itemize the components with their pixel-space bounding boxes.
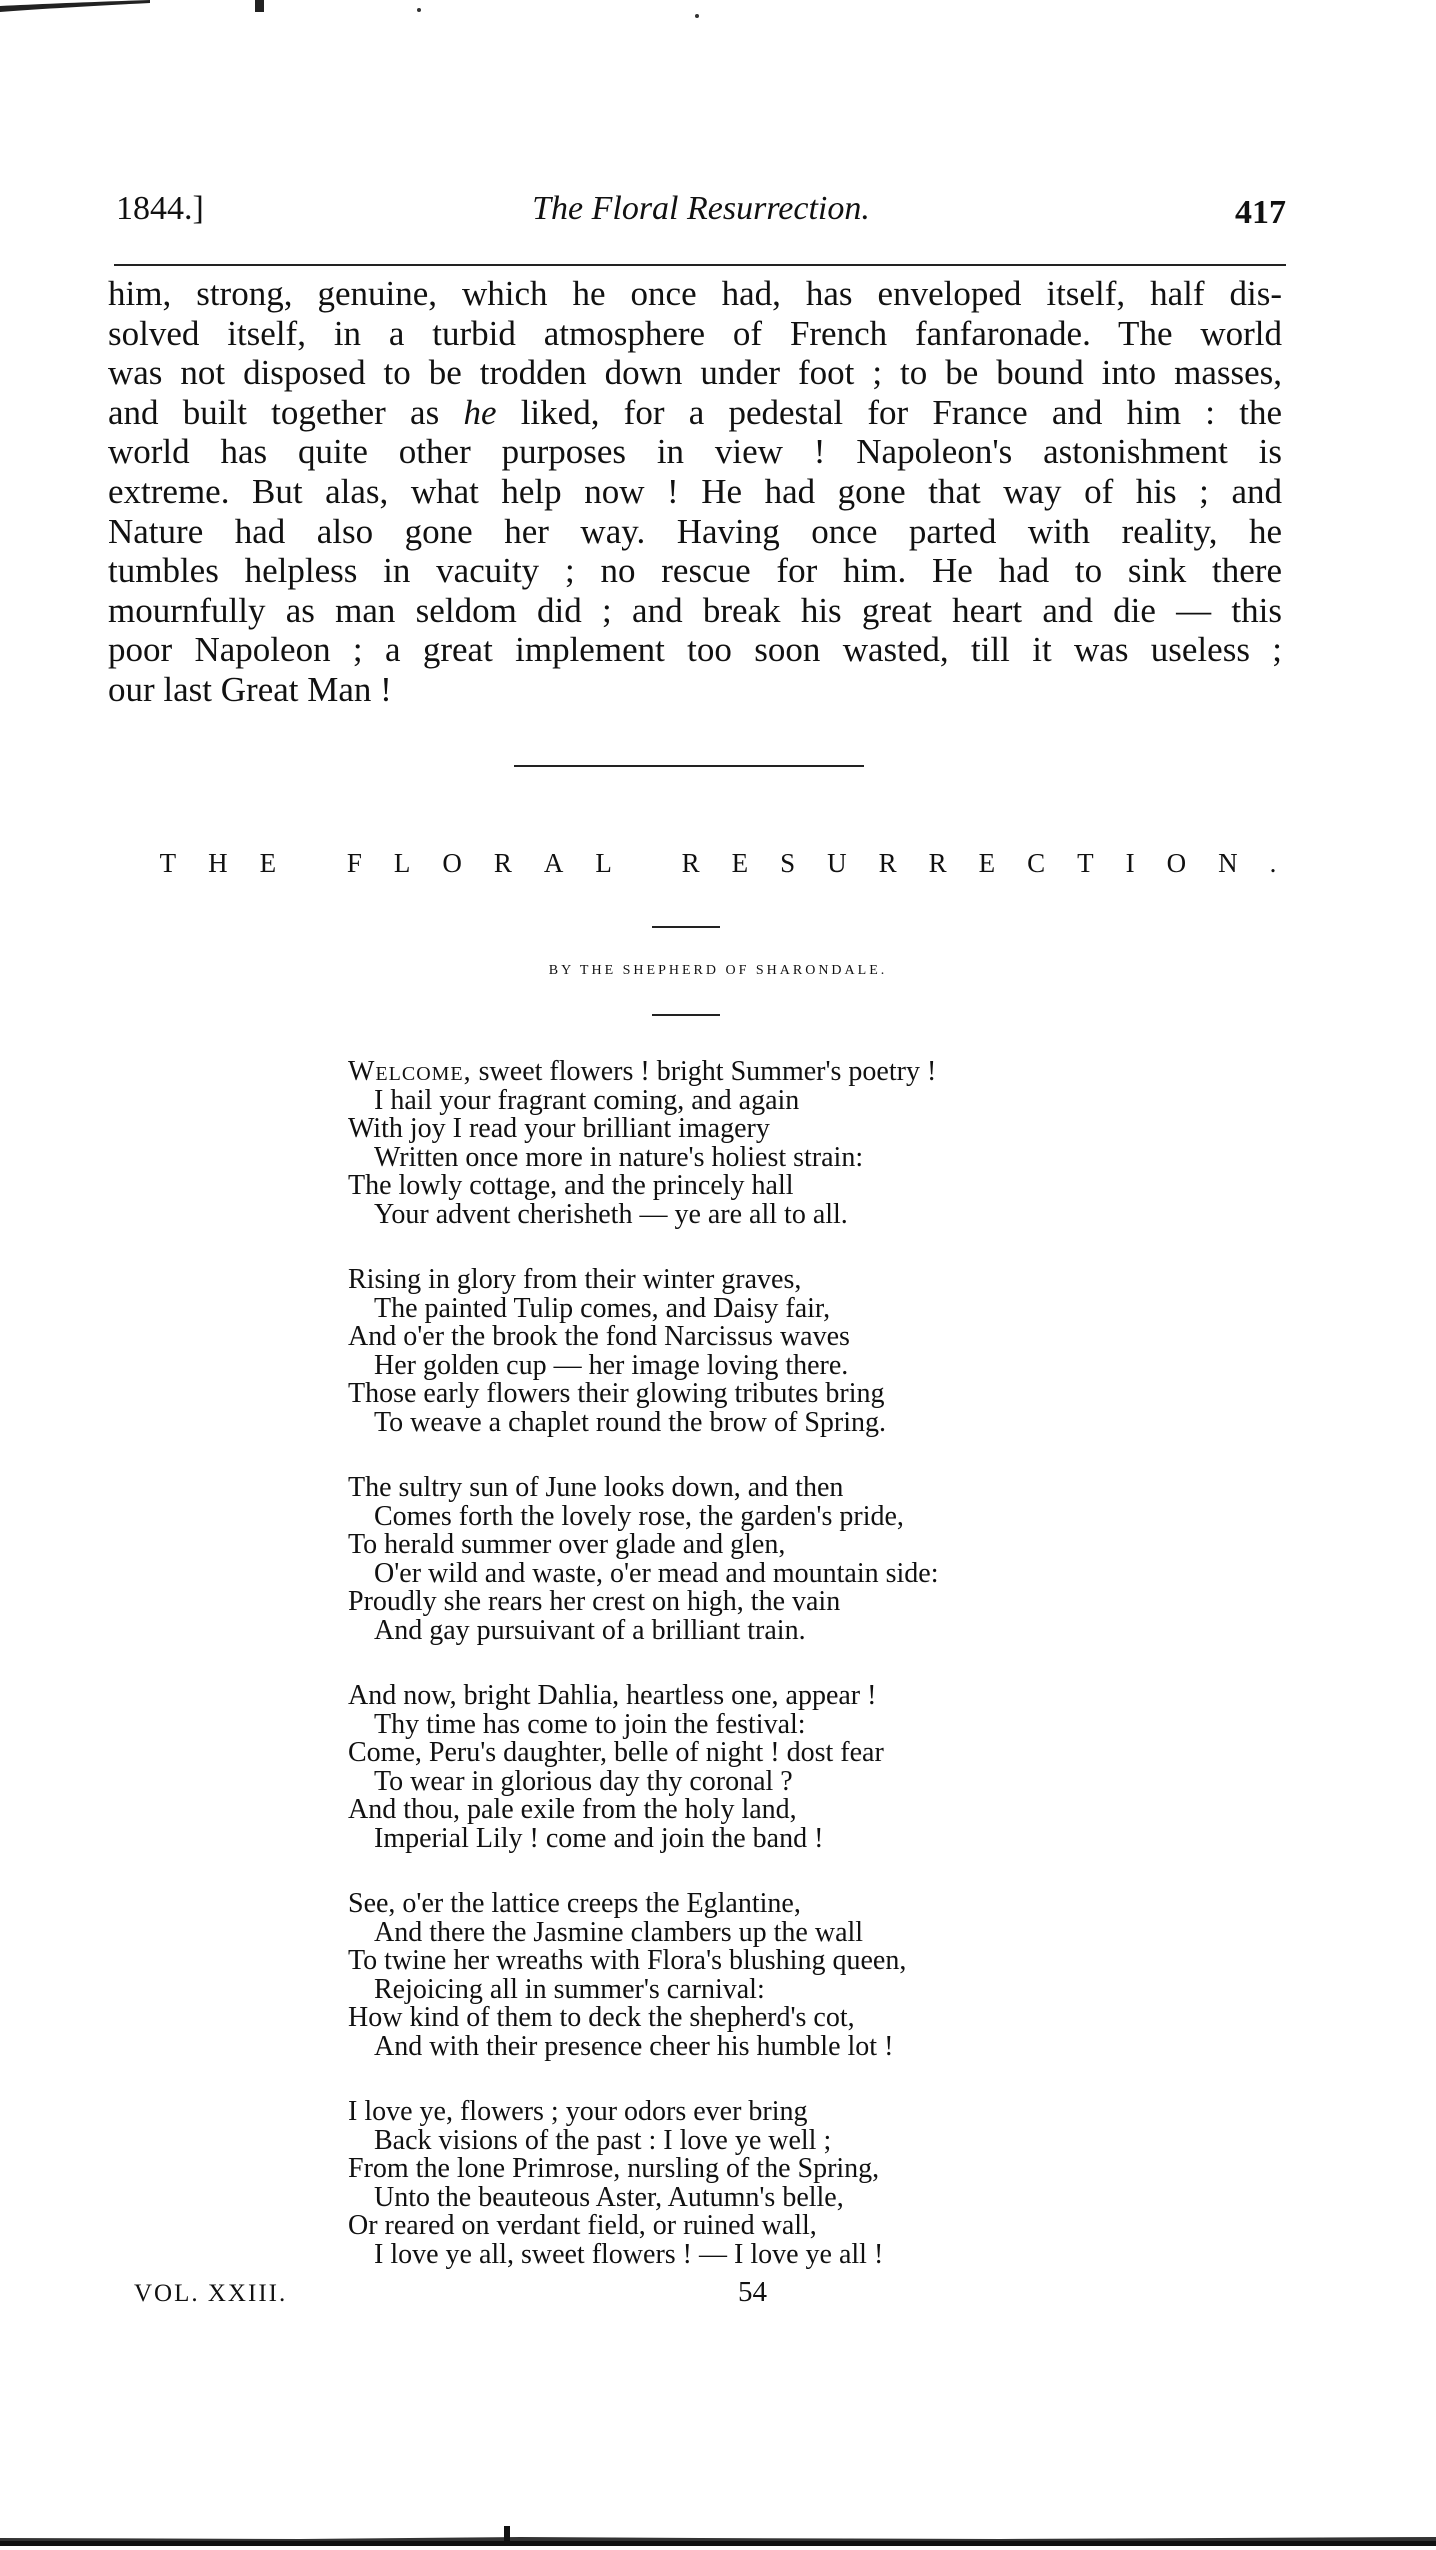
running-head-year: 1844.] — [116, 190, 204, 227]
poem-line: To wear in glorious day thy coronal ? — [374, 1765, 793, 1797]
poem-line: And gay pursuivant of a brilliant train. — [374, 1614, 806, 1646]
poem-line: And with their presence cheer his humble lot ! — [374, 2030, 894, 2062]
poem-line: I love ye, flowers ; your odors ever bring — [348, 2096, 808, 2127]
poem-stanza — [348, 1890, 1088, 2061]
section-separator — [514, 765, 864, 767]
poem-line: Written once more in nature's holiest strain: — [374, 1141, 864, 1173]
byline-rule — [652, 1014, 720, 1016]
poem-line: And there the Jasmine clambers up the wall — [374, 1916, 864, 1948]
poem-line: Your advent cherisheth — ye are all to all. — [374, 1198, 848, 1230]
poem-stanza — [348, 2098, 1088, 2269]
poem-line: To twine her wreaths with Flora's blushing queen, — [348, 1945, 907, 1976]
prose-paragraph — [108, 274, 1282, 710]
poem-line: And now, bright Dahlia, heartless one, appear ! — [348, 1680, 877, 1711]
prose-line: poor Napoleon ; a great implement too soon wasted, till it was useless ; — [108, 630, 1282, 670]
poem-line: Rising in glory from their winter graves, — [348, 1264, 802, 1295]
poem-line: And o'er the brook the fond Narcissus waves — [348, 1321, 850, 1352]
poem-line: How kind of them to deck the shepherd's cot, — [348, 2002, 855, 2033]
prose-line: him, strong, genuine, which he once had, has enveloped itself, half dis- — [108, 274, 1282, 313]
poem-line: To weave a chaplet round the brow of Spring. — [374, 1406, 886, 1438]
page-footer — [0, 2276, 1436, 2316]
poem-line: Those early flowers their glowing tributes bring — [348, 1378, 885, 1409]
header-rule — [114, 264, 1286, 266]
poem-line: O'er wild and waste, o'er mead and mountain side: — [374, 1557, 939, 1589]
poem-line: To herald summer over glade and glen, — [348, 1529, 786, 1560]
poem-line: With joy I read your brilliant imagery — [348, 1113, 770, 1144]
prose-line: tumbles helpless in vacuity ; no rescue for him. He had to sink there — [108, 551, 1282, 591]
prose-line: was not disposed to be trodden down under foot ; to be bound into masses, — [108, 353, 1282, 393]
poem-line: Rejoicing all in summer's carnival: — [374, 1973, 765, 2005]
poem-opening-word: Welcome, — [348, 1056, 472, 1087]
poem — [348, 1058, 1088, 2306]
prose-line: solved itself, in a turbid atmosphere of French fanfaronade. The world — [108, 313, 1282, 353]
poem-line: Comes forth the lovely rose, the garden's pride, — [374, 1500, 904, 1532]
running-head-title: The Floral Resurrection. — [532, 190, 870, 227]
poem-line — [348, 1058, 1088, 1087]
poem-line: The lowly cottage, and the princely hall — [348, 1170, 794, 1201]
prose-line: world has quite other purposes in view ! Napoleon's astonishment is — [108, 432, 1282, 472]
poem-line: Or reared on verdant field, or ruined wall, — [348, 2210, 817, 2241]
poem-line: From the lone Primrose, nursling of the Spring, — [348, 2153, 880, 2184]
prose-line: mournfully as man seldom did ; and break his great heart and die — this — [108, 590, 1282, 630]
volume-mark: VOL. XXIII. — [134, 2280, 288, 2307]
running-head — [116, 190, 1286, 246]
poem-line: Back visions of the past : I love ye well ; — [374, 2124, 832, 2156]
title-rule — [652, 926, 720, 928]
prose-line: and built together as he liked, for a pedestal for France and him : the — [108, 392, 1282, 432]
poem-stanza — [348, 1266, 1088, 1437]
poem-line: I love ye all, sweet flowers ! — I love ye all ! — [374, 2238, 884, 2270]
poem-line: The sultry sun of June looks down, and then — [348, 1472, 844, 1503]
prose-line: Nature had also gone her way. Having once parted with reality, he — [108, 511, 1282, 551]
prose-line: extreme. But alas, what help now ! He had gone that way of his ; and — [108, 471, 1282, 511]
poem-line: See, o'er the lattice creeps the Eglantine, — [348, 1888, 801, 1919]
poem-line-text: sweet flowers ! bright Summer's poetry ! — [471, 1056, 937, 1087]
scan-bottom-edge — [0, 2518, 1436, 2550]
poem-line: Come, Peru's daughter, belle of night ! dost fear — [348, 1737, 884, 1768]
prose-line: our last Great Man ! — [108, 669, 392, 709]
poem-line: The painted Tulip comes, and Daisy fair, — [374, 1292, 831, 1324]
poem-line: Thy time has come to join the festival: — [374, 1708, 806, 1740]
poem-line: Imperial Lily ! come and join the band ! — [374, 1822, 824, 1854]
poem-stanza — [348, 1474, 1088, 1645]
poem-byline: BY THE SHEPHERD OF SHARONDALE. — [548, 963, 888, 978]
scan-top-edge — [0, 0, 1436, 26]
poem-title: THE FLORAL RESURRECTION. — [159, 848, 1309, 878]
signature-mark: 54 — [738, 2276, 767, 2308]
page-number: 417 — [1235, 194, 1286, 231]
poem-line: Proudly she rears her crest on high, the vain — [348, 1586, 841, 1617]
poem-line: And thou, pale exile from the holy land, — [348, 1794, 797, 1825]
poem-stanza — [348, 1058, 1088, 1229]
poem-line: Her golden cup — her image loving there. — [374, 1349, 849, 1381]
poem-stanza — [348, 1682, 1088, 1853]
poem-line: Unto the beauteous Aster, Autumn's belle, — [374, 2181, 844, 2213]
poem-line: I hail your fragrant coming, and again — [374, 1084, 800, 1116]
